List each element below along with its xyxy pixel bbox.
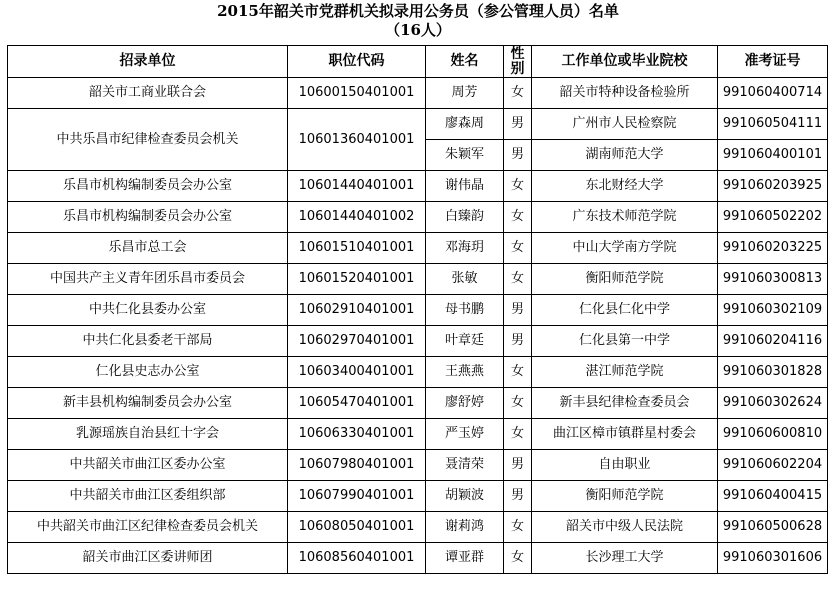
position-code-cell: 10607980401001 [288,450,426,481]
unit-cell: 韶关市工商业联合会 [8,78,288,109]
sex-cell: 女 [504,202,532,233]
name-cell: 聂清荣 [426,450,504,481]
table-row [8,202,828,233]
exam-number-cell: 991060302109 [718,295,828,326]
name-cell: 王燕燕 [426,357,504,388]
sex-cell: 男 [504,481,532,512]
school-cell: 曲江区樟市镇群星村委会 [532,419,718,450]
exam-number-cell: 991060600810 [718,419,828,450]
exam-number-cell: 991060400714 [718,78,828,109]
school-cell: 仁化县仁化中学 [532,295,718,326]
table-row [8,233,828,264]
school-cell: 韶关市中级人民法院 [532,512,718,543]
position-code-cell: 10606330401001 [288,419,426,450]
school-cell: 东北财经大学 [532,171,718,202]
unit-cell: 中共韶关市曲江区纪律检查委员会机关 [8,512,288,543]
position-code-cell: 10608560401001 [288,543,426,574]
position-code-cell: 10601440401001 [288,171,426,202]
sex-cell: 女 [504,543,532,574]
sex-cell: 女 [504,233,532,264]
exam-number-cell: 991060500628 [718,512,828,543]
position-code-cell: 10601520401001 [288,264,426,295]
unit-cell: 中国共产主义青年团乐昌市委员会 [8,264,288,295]
sex-cell: 女 [504,78,532,109]
unit-cell: 乐昌市总工会 [8,233,288,264]
table-row [8,295,828,326]
name-cell: 白臻韵 [426,202,504,233]
name-cell: 廖森周 [426,109,504,140]
unit-cell: 韶关市曲江区委讲师团 [8,543,288,574]
unit-cell: 中共仁化县委办公室 [8,295,288,326]
position-code-cell: 10603400401001 [288,357,426,388]
sex-cell: 女 [504,357,532,388]
exam-number-cell: 991060301828 [718,357,828,388]
school-cell: 广东技术师范学院 [532,202,718,233]
name-cell: 谢伟晶 [426,171,504,202]
position-code-cell: 10607990401001 [288,481,426,512]
sex-cell: 男 [504,295,532,326]
school-cell: 仁化县第一中学 [532,326,718,357]
name-cell: 叶章廷 [426,326,504,357]
header-row [8,46,828,78]
table-row [8,450,828,481]
sex-cell: 女 [504,512,532,543]
name-cell: 周芳 [426,78,504,109]
school-cell: 衡阳师范学院 [532,481,718,512]
name-cell: 邓海玥 [426,233,504,264]
sex-cell: 女 [504,171,532,202]
exam-number-cell: 991060203225 [718,233,828,264]
sex-cell: 女 [504,264,532,295]
table-row [8,78,828,109]
table-row [8,326,828,357]
position-code-cell: 10601510401001 [288,233,426,264]
table-row [8,388,828,419]
table-row [8,512,828,543]
header-school: 工作单位或毕业院校 [532,46,718,78]
roster-table [7,45,828,574]
exam-number-cell: 991060400101 [718,140,828,171]
position-code-cell: 10601360401001 [288,109,426,171]
school-cell: 自由职业 [532,450,718,481]
name-cell: 谢莉鸿 [426,512,504,543]
table-row [8,481,828,512]
exam-number-cell: 991060204116 [718,326,828,357]
name-cell: 廖舒婷 [426,388,504,419]
exam-number-cell: 991060504111 [718,109,828,140]
header-name: 姓名 [426,46,504,78]
school-cell: 湛江师范学院 [532,357,718,388]
name-cell: 张敏 [426,264,504,295]
exam-number-cell: 991060502202 [718,202,828,233]
unit-cell: 乐昌市机构编制委员会办公室 [8,202,288,233]
exam-number-cell: 991060400415 [718,481,828,512]
school-cell: 衡阳师范学院 [532,264,718,295]
name-cell: 母书鹏 [426,295,504,326]
table-row [8,357,828,388]
position-code-cell: 10602910401001 [288,295,426,326]
sex-cell: 男 [504,450,532,481]
header-sex: 性别 [504,46,532,78]
exam-number-cell: 991060300813 [718,264,828,295]
page-subtitle: （16人） [385,21,451,39]
unit-cell: 中共乐昌市纪律检查委员会机关 [8,109,288,171]
unit-cell: 中共韶关市曲江区委组织部 [8,481,288,512]
table-row [8,109,828,140]
school-cell: 广州市人民检察院 [532,109,718,140]
school-cell: 新丰县纪律检查委员会 [532,388,718,419]
school-cell: 长沙理工大学 [532,543,718,574]
table-row [8,171,828,202]
unit-cell: 乳源瑶族自治县红十字会 [8,419,288,450]
page-title: 2015年韶关市党群机关拟录用公务员（参公管理人员）名单 [217,2,619,20]
table-row [8,419,828,450]
sex-cell: 女 [504,419,532,450]
position-code-cell: 10602970401001 [288,326,426,357]
table-row [8,264,828,295]
unit-cell: 新丰县机构编制委员会办公室 [8,388,288,419]
exam-number-cell: 991060301606 [718,543,828,574]
table-row [8,543,828,574]
exam-number-cell: 991060602204 [718,450,828,481]
exam-number-cell: 991060203925 [718,171,828,202]
header-exam-no: 准考证号 [718,46,828,78]
school-cell: 湖南师范大学 [532,140,718,171]
sex-cell: 女 [504,388,532,419]
unit-cell: 中共韶关市曲江区委办公室 [8,450,288,481]
position-code-cell: 10605470401001 [288,388,426,419]
sex-cell: 男 [504,326,532,357]
position-code-cell: 10600150401001 [288,78,426,109]
name-cell: 谭亚群 [426,543,504,574]
unit-cell: 中共仁化县委老干部局 [8,326,288,357]
position-code-cell: 10608050401001 [288,512,426,543]
header-unit: 招录单位 [8,46,288,78]
header-code: 职位代码 [288,46,426,78]
unit-cell: 仁化县史志办公室 [8,357,288,388]
position-code-cell: 10601440401002 [288,202,426,233]
school-cell: 中山大学南方学院 [532,233,718,264]
sex-cell: 男 [504,109,532,140]
sex-cell: 男 [504,140,532,171]
name-cell: 朱颖军 [426,140,504,171]
name-cell: 严玉婷 [426,419,504,450]
unit-cell: 乐昌市机构编制委员会办公室 [8,171,288,202]
school-cell: 韶关市特种设备检验所 [532,78,718,109]
exam-number-cell: 991060302624 [718,388,828,419]
name-cell: 胡颖波 [426,481,504,512]
